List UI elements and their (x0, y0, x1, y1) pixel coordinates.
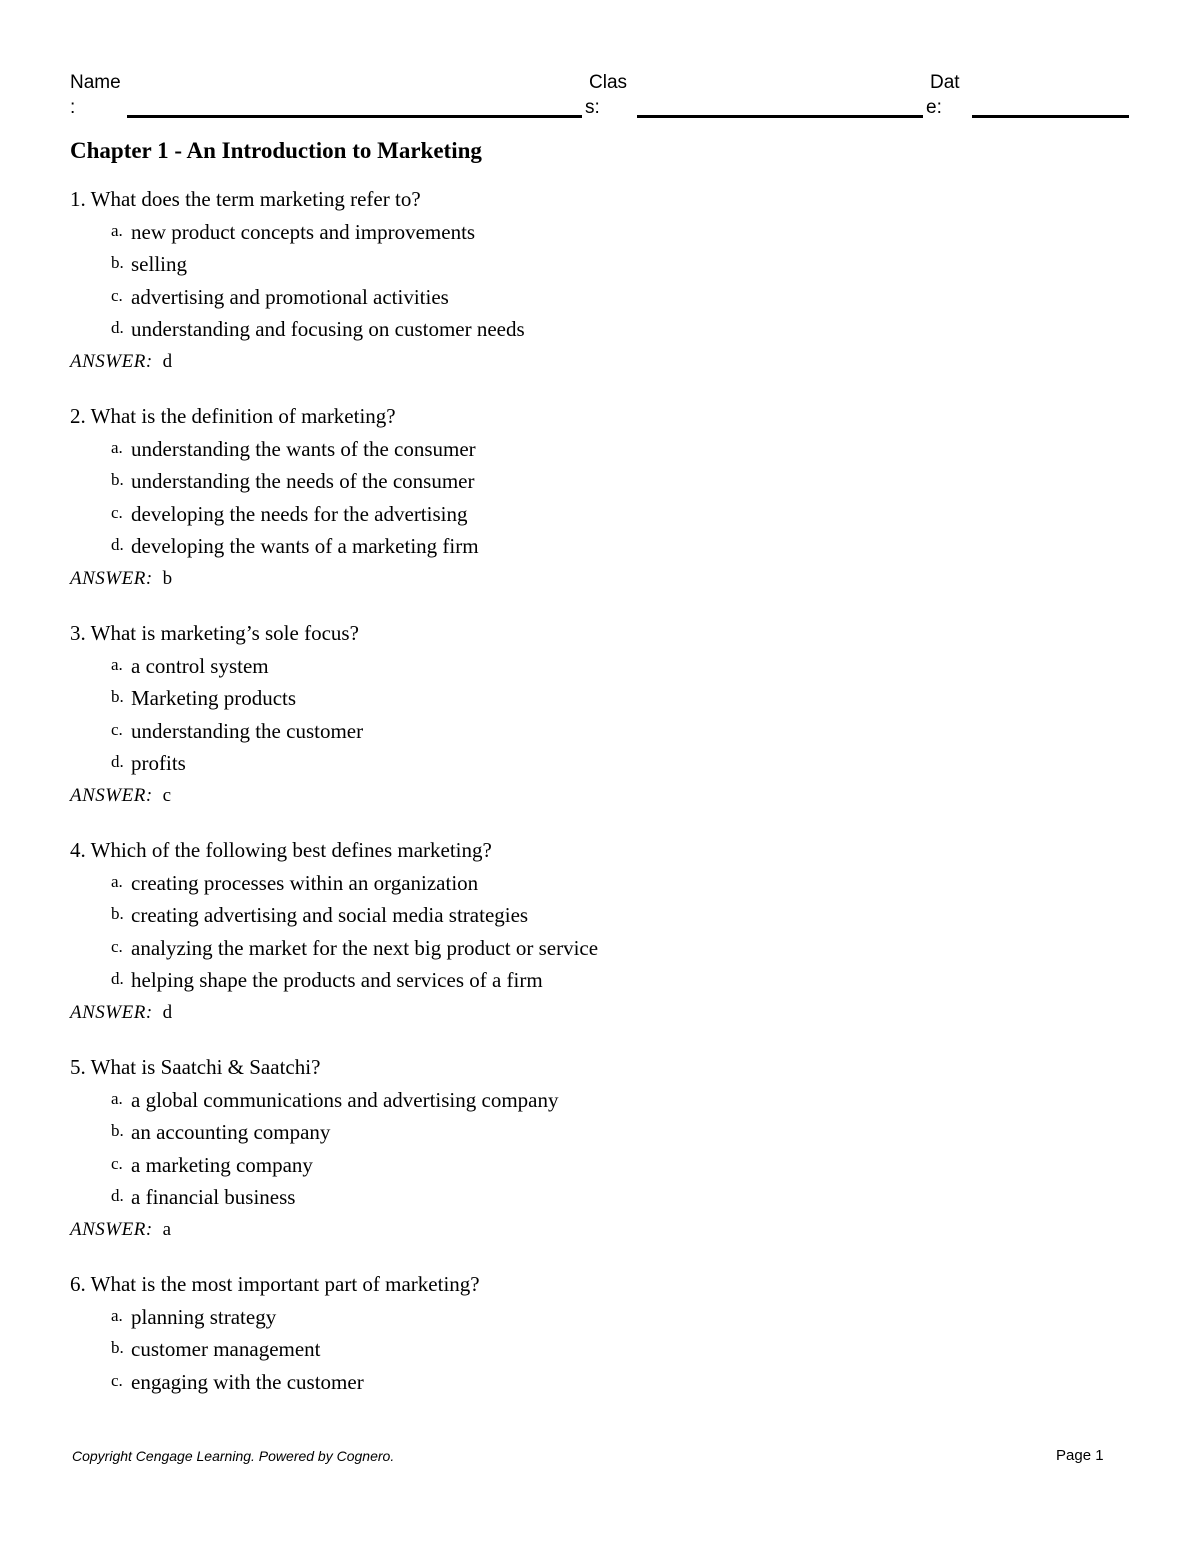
answer-value: d (162, 1002, 173, 1023)
option-letter: a. (111, 871, 123, 891)
question-text: Which of the following best defines marketing? (90, 838, 492, 862)
option-text: developing the needs for the advertising (131, 501, 468, 526)
answer-option (70, 652, 651, 680)
answer-option (70, 934, 651, 962)
question-6 (70, 1270, 970, 1396)
option-text: profits (131, 751, 186, 775)
answer-value: a (162, 1219, 172, 1240)
answer-option (70, 1335, 651, 1363)
answer-option (70, 966, 651, 994)
question-number: 5. (70, 1055, 86, 1079)
question-number: 6. (70, 1272, 86, 1296)
answer-value: b (162, 568, 173, 589)
answer-option (70, 901, 651, 929)
answer-option (70, 500, 651, 528)
answer-label: ANSWER: (70, 1002, 153, 1023)
page-title: Chapter 1 - An Introduction to Marketing (70, 138, 482, 163)
date-field-line[interactable] (972, 115, 1129, 118)
class-label-suffix: s: (585, 97, 600, 118)
answer-option (70, 283, 651, 311)
option-letter: c. (111, 1153, 123, 1173)
option-text: selling (131, 252, 187, 276)
answer-label: ANSWER: (70, 351, 153, 372)
answer-option (70, 435, 651, 463)
answer-key (70, 997, 970, 1027)
copyright-text: Copyright Cengage Learning. Powered by Cognero. (72, 1448, 395, 1464)
page-number: Page 1 (1056, 1447, 1104, 1464)
class-field-line[interactable] (637, 115, 923, 118)
question-number: 2. (70, 404, 86, 428)
answer-option (70, 315, 651, 343)
option-text: creating advertising and social media strategies (131, 903, 529, 927)
option-letter: d. (111, 969, 124, 988)
question-text: What is Saatchi & Saatchi? (90, 1055, 321, 1079)
answer-option (70, 869, 651, 897)
answer-option (70, 749, 651, 777)
question-text: What is the most important part of marketing? (90, 1272, 480, 1296)
option-text: customer management (131, 1337, 321, 1361)
option-text: understanding the customer (131, 718, 364, 743)
option-letter: d. (111, 535, 124, 554)
answer-option (70, 1151, 651, 1179)
option-letter: b. (111, 253, 124, 272)
question-5 (70, 1053, 970, 1244)
option-text: a financial business (131, 1185, 296, 1209)
option-letter: d. (111, 318, 124, 337)
option-letter: a. (111, 1305, 123, 1325)
answer-option (70, 532, 551, 560)
question-stem (70, 402, 970, 430)
answer-key (70, 563, 970, 593)
option-text: engaging with the customer (131, 1369, 364, 1394)
option-letter: c. (111, 285, 123, 305)
date-label-suffix: e: (926, 97, 942, 118)
question-text: What is marketing’s sole focus? (90, 621, 359, 645)
question-stem (70, 1053, 970, 1081)
option-letter: a. (111, 654, 123, 674)
question-stem (70, 836, 970, 864)
option-text: planning strategy (131, 1304, 277, 1329)
question-4 (70, 836, 970, 1027)
option-text: Marketing products (131, 686, 297, 710)
answer-key (70, 780, 970, 810)
option-text: understanding the wants of the consumer (131, 436, 476, 461)
option-text: new product concepts and improvements (131, 219, 476, 244)
answer-label: ANSWER: (70, 1219, 153, 1240)
option-letter: a. (111, 437, 123, 457)
answer-value: d (162, 351, 173, 372)
option-text: understanding the needs of the consumer (131, 469, 475, 493)
question-number: 3. (70, 621, 86, 645)
option-text: a global communications and advertising company (131, 1087, 559, 1112)
answer-option (70, 218, 651, 246)
question-number: 1. (70, 187, 86, 211)
name-label-colon: : (70, 97, 76, 118)
question-number: 4. (70, 838, 86, 862)
option-letter: c. (111, 936, 123, 956)
name-field-line[interactable] (127, 115, 582, 118)
option-text: a control system (131, 653, 269, 678)
option-letter: d. (111, 752, 124, 771)
question-text: What does the term marketing refer to? (90, 187, 421, 211)
question-text: What is the definition of marketing? (90, 404, 396, 428)
option-letter: c. (111, 1370, 123, 1390)
answer-option (70, 684, 651, 712)
answer-option (70, 1183, 651, 1211)
answer-option (70, 1118, 651, 1146)
option-letter: a. (111, 1088, 123, 1108)
option-letter: d. (111, 1186, 124, 1205)
answer-option (70, 1303, 651, 1331)
date-label: Dat (930, 72, 960, 93)
option-letter: c. (111, 719, 123, 739)
question-stem (70, 1270, 970, 1298)
option-letter: c. (111, 502, 123, 522)
question-stem (70, 185, 970, 213)
question-1 (70, 185, 970, 376)
option-text: analyzing the market for the next big product or service (131, 935, 599, 960)
name-label: Name (70, 72, 121, 93)
option-letter: b. (111, 470, 124, 489)
answer-key (70, 346, 970, 376)
answer-option (70, 467, 651, 495)
answer-label: ANSWER: (70, 785, 153, 806)
answer-key (70, 1214, 970, 1244)
option-text: a marketing company (131, 1152, 313, 1177)
option-text: an accounting company (131, 1120, 331, 1144)
option-text: developing the wants of a marketing firm (131, 534, 479, 558)
answer-label: ANSWER: (70, 568, 153, 589)
option-letter: a. (111, 220, 123, 240)
question-2 (70, 402, 970, 593)
option-letter: b. (111, 904, 124, 923)
answer-value: c (162, 785, 172, 806)
answer-option (70, 1086, 651, 1114)
option-letter: b. (111, 1121, 124, 1140)
option-text: advertising and promotional activities (131, 284, 449, 309)
question-3 (70, 619, 970, 810)
option-text: helping shape the products and services of a firm (131, 968, 543, 992)
option-text: understanding and focusing on customer needs (131, 317, 525, 341)
answer-option (70, 250, 651, 278)
class-label: Clas (589, 72, 628, 93)
question-stem (70, 619, 970, 647)
option-letter: b. (111, 1338, 124, 1357)
option-text: creating processes within an organization (131, 870, 479, 895)
option-letter: b. (111, 687, 124, 706)
answer-option (70, 1368, 376, 1396)
answer-option (70, 717, 651, 745)
question-list (70, 185, 970, 1396)
